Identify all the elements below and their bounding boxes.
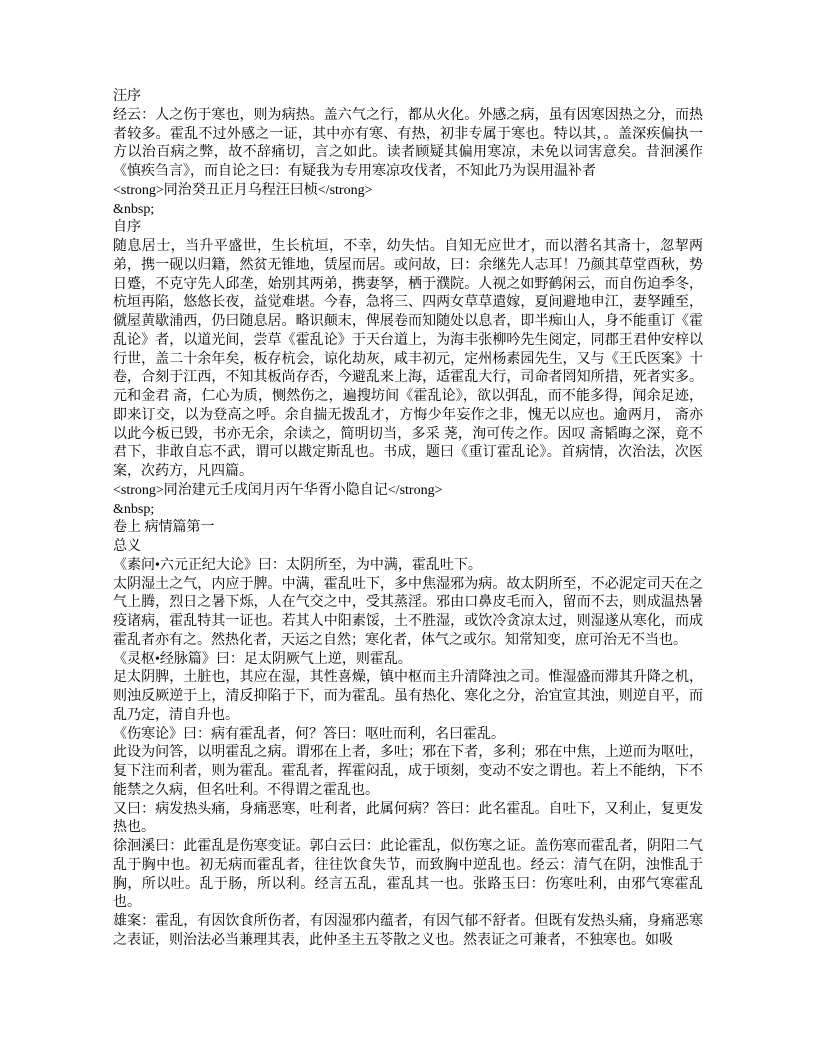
paragraph-suwen-quote: 《素问•六元正纪大论》曰：太阴所至，为中满，霍乱吐下。 [113, 557, 482, 573]
paragraph-suwen-commentary: 太阴湿土之气，内应于脾。中满，霍乱吐下，多中焦湿邪为病。故太阴所至，不必泥定司天在之气上腾，烈日之暑下烁，人在气交之中，受其蒸淫。邪由口鼻皮毛而入，留而不去，则成温热暑疫诸病，霍乱特其一证也。若其人中阳素馁，土不胜湿，或饮冷贪凉太过，则湿遂从寒化，而成霍乱者亦有之。然热化者，天运之自然；寒化者，体气之或尔。知常知变，庶可治无不当也。 [113, 576, 703, 648]
line-nbsp-entity-2: &nbsp; [113, 501, 155, 517]
section-title-self-preface: 自序 [113, 220, 141, 236]
paragraph-xu-guo-commentary: 徐洄溪曰：此霍乱是伤寒变证。郭白云曰：此论霍乱，似伤寒之证。盖伤寒而霍乱者，阴阳二气乱于胸中也。初无病而霍乱者，往往饮食失节，而致胸中逆乱也。经云：清气在阴，浊惟乱于胸，所以吐。乱于肠，所以利。经言五乱，霍乱其一也。张路玉曰：伤寒吐利，由邪气寒霍乱也。 [113, 839, 703, 911]
section-title-wang-preface: 汪序 [113, 89, 141, 104]
paragraph-shanghanlun-commentary: 此设为问答，以明霍乱之病。谓邪在上者，多吐；邪在下者，多利；邪在中焦，上逆而为呕吐，复下注而利者，则为霍乱。霍乱者，挥霍闷乱，成于顷刻，变动不安之谓也。若上不能纳，下不能禁之久病，但名吐利。不得谓之霍乱也。 [113, 745, 703, 798]
line-nbsp-entity-1: &nbsp; [113, 201, 155, 217]
line-wang-preface-signature-markup: <strong>同治癸丑正月乌程汪曰桢</strong> [113, 182, 373, 198]
paragraph-lingshu-quote: 《灵枢•经脉篇》曰：足太阴厥气上逆，则霍乱。 [113, 651, 412, 667]
paragraph-self-preface-body: 随息居士，当升平盛世，生长杭垣，不幸，幼失怙。自知无应世才，而以潜名其斋十，忽挈两弟，携一砚以归籍，然贫无锥地，赁屋而居。或问故，曰：余继先人志耳！乃颜其草堂酉秋，势日蹙，不克守先人邱垄，始别其两弟，携妻孥，栖于濮院。人视之如野鹤闲云，而自伤迫季冬，杭垣再陷，悠悠长夜，益觉难堪。今春，急将三、四两女草草遣嫁，夏间避地申江，妻孥踵至，僦屋黄歇浦西，仍曰随息居。略识颠末，俾展卷而知随处以息者，即半痴山人，身不能重订《霍乱论》者，以道光间，尝草《霍乱论》于天台道上，为海丰张柳吟先生阅定，同郡王君仲安梓以行世，盖二十余年矣，板存杭会，谅化劫灰，咸丰初元，定州杨素园先生，又与《王氏医案》十卷，合刻于江西，不知其板尚存否，今避乱来上海，适霍乱大行，司命者罔知所措，死者实多。元和金君 斋，仁心为质，恻然伤之，遍搜坊间《霍乱论》，欲以弭乱，而不能多得，闻余足迹，即来订交，以为登高之呼。余自揣无拨乱才，方悔少年妄作之非，愧无以应也。逾两月， 斋亦以此今板已毁，书亦无余，余读之，简明切当，多采 荛，洵可传之作。因叹 斋韬晦之深，竟不君下，非敢自忘不武，谓可以戡定斯乱也。书成，题曰《重订霍乱论》。首病情，次治法，次医案，次药方，凡四篇。 [113, 239, 703, 479]
paragraph-wang-preface-body: 经云：人之伤于寒也，则为病热。盖六气之行，都从火化。外感之病，虽有因寒因热之分，而热者较多。霍乱不过外感之一证，其中亦有寒、有热，初非专属于寒也。特以其，。盖深疾偏执一方以治百病之弊，故不辞痛切，言之如此。读者顾疑其偏用寒凉，未免以词害意矣。昔洄溪作《慎疾刍言》，而自论之曰：有疑我为专用寒凉攻伐者，不知此乃为误用温补者 [113, 107, 703, 179]
line-self-preface-signature-markup: <strong>同治建元壬戌闰月丙午华胥小隐自记</strong> [113, 482, 443, 498]
section-title-volume-one: 卷上 病情篇第一 [113, 520, 215, 536]
paragraph-second-question-quote: 又曰：病发热头痛，身痛恶寒，吐利者，此属何病？答曰：此名霍乱。自吐下，又利止，复更发热也。 [113, 801, 703, 836]
paragraph-xiong-case-note: 雄案：霍乱，有因饮食所伤者，有因湿邪内蕴者，有因气郁不舒者。但既有发热头痛，身痛恶寒之表证，则治法必当兼理其表，此仲圣主五苓散之义也。然表证之可兼者，不独寒也。如吸 [113, 914, 703, 948]
section-title-general-principles: 总义 [113, 539, 141, 554]
paragraph-shanghanlun-quote: 《伤寒论》曰：病有霍乱者，何？答曰：呕吐而利，名曰霍乱。 [113, 726, 505, 742]
paragraph-lingshu-commentary: 足太阴脾，土脏也，其应在湿，其性喜燥，镇中枢而主升清降浊之司。惟湿盛而滞其升降之机，则浊反厥逆于上，清反抑陷于下，而为霍乱。虽有热化、寒化之分，治宜宣其浊，则逆自平，而乱乃定，清自升也。 [113, 670, 703, 723]
